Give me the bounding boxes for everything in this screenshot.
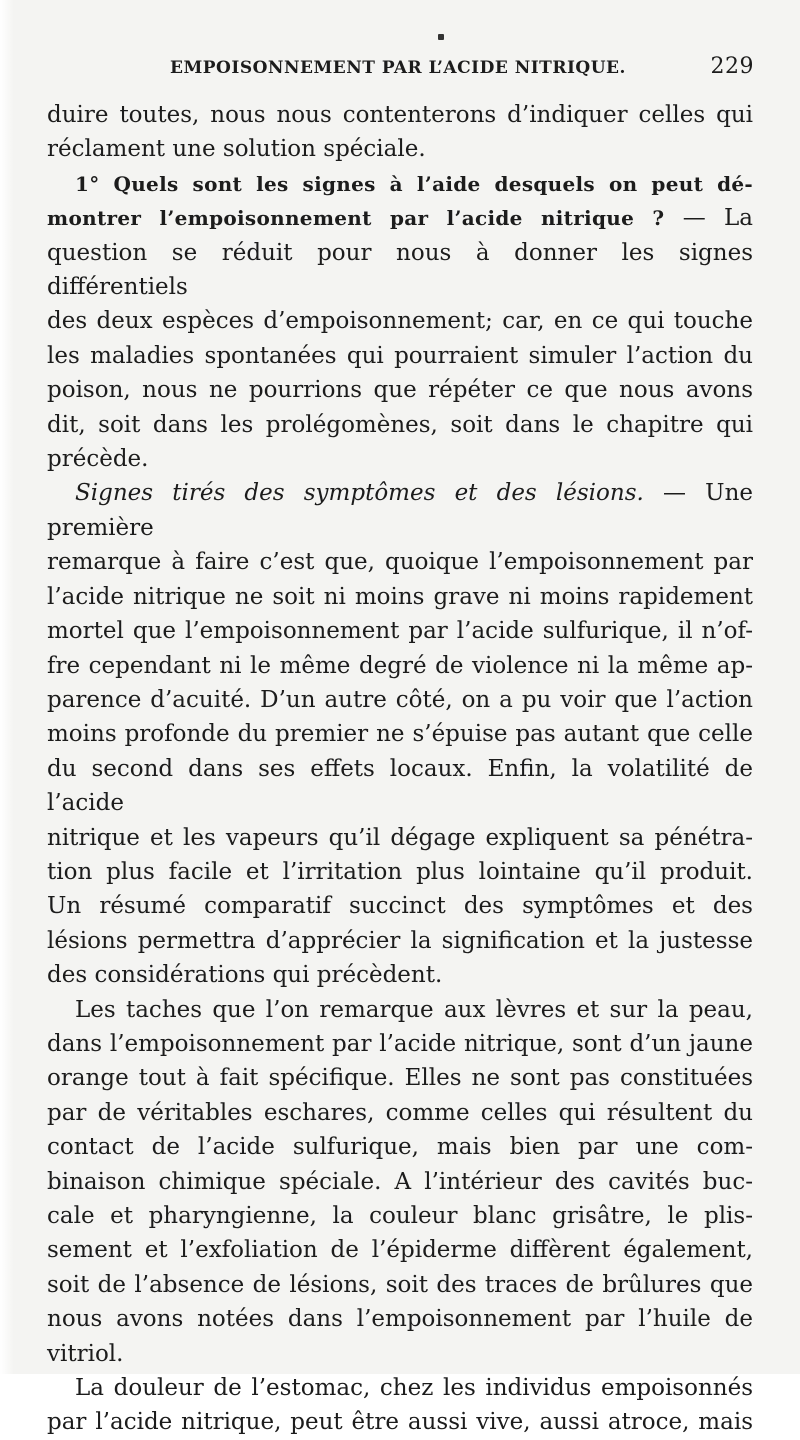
question-heading-line: [47, 167, 753, 201]
running-title: EMPOISONNEMENT PAR L’ACIDE NITRIQUE.: [170, 58, 626, 78]
printer-mark: [438, 34, 444, 40]
text-line: Les taches que l’on remarque aux lèvres et sur la peau,: [75, 996, 753, 1023]
text-line: La douleur de l’estomac, chez les individus empoisonnés: [75, 1375, 753, 1402]
text-line: parence d’acuité. D’un autre côté, on a pu voir que l’action: [47, 686, 753, 713]
text-line: poison, nous ne pourrions que répéter ce que nous avons: [47, 377, 753, 404]
text-line: précède.: [47, 446, 149, 473]
text-line: fre cependant ni le même degré de violence ni la même ap-: [47, 652, 753, 679]
text-line: mortel que l’empoisonnement par l’acide sulfurique, il n’of-: [47, 618, 753, 645]
text-line: orange tout à fait spécifique. Elles ne sont pas constituées: [47, 1065, 753, 1092]
question-heading-cont: montrer l’empoisonnement par l’acide nitrique ?: [47, 206, 665, 231]
running-header: [170, 54, 760, 88]
body-text: [47, 98, 753, 1440]
section-subheading: Signes tirés des symptômes et des lésions.: [75, 480, 644, 507]
text-line: nitrique et les vapeurs qu’il dégage expliquent sa pénétra-: [47, 824, 753, 851]
text-line: lésions permettra d’apprécier la signification et la justesse: [47, 927, 753, 954]
answer-lead: — La: [664, 205, 753, 232]
text-line: soit de l’absence de lésions, soit des traces de brûlures que: [47, 1271, 753, 1298]
text-line: l’acide nitrique ne soit ni moins grave ni moins rapidement: [47, 583, 753, 610]
text-line: par l’acide nitrique, peut être aussi vive, aussi atroce, mais: [47, 1409, 753, 1436]
text-line: les maladies spontanées qui pourraient simuler l’action du: [47, 342, 753, 369]
text-line: [47, 201, 753, 235]
question-heading: 1° Quels sont les signes à l’aide desquels on peut dé-: [75, 171, 753, 196]
text-line: réclament une solution spéciale.: [47, 136, 426, 163]
text-line: contact de l’acide sulfurique, mais bien par une com-: [47, 1134, 753, 1161]
text-line: des considérations qui précèdent.: [47, 962, 443, 989]
text-line: vitriol.: [47, 1340, 124, 1367]
text-line: des deux espèces d’empoisonnement; car, en ce qui touche: [47, 308, 753, 335]
text-line: sement et l’exfoliation de l’épiderme diffèrent également,: [47, 1237, 753, 1264]
text-line: dit, soit dans les prolégomènes, soit dans le chapitre qui: [47, 411, 753, 438]
text-line: dans l’empoisonnement par l’acide nitrique, sont d’un jaune: [47, 1030, 753, 1057]
text-line: question se réduit pour nous à donner les signes différentiels: [47, 239, 753, 301]
text-line: moins profonde du premier ne s’épuise pas autant que celle: [47, 721, 753, 748]
page-left-edge: [0, 0, 14, 1374]
text-line: cale et pharyngienne, la couleur blanc grisâtre, le plis-: [47, 1203, 753, 1229]
text-line: tion plus facile et l’irritation plus lointaine qu’il produit.: [47, 858, 753, 885]
text-line: duire toutes, nous nous contenterons d’indiquer celles qui: [47, 102, 753, 128]
text-line: Un résumé comparatif succinct des symptômes et des: [47, 893, 753, 920]
text-line: remarque à faire c’est que, quoique l’empoisonnement par: [47, 549, 753, 576]
text-line: par de véritables eschares, comme celles qui résultent du: [47, 1099, 753, 1126]
text-line: nous avons notées dans l’empoisonnement par l’huile de: [47, 1306, 753, 1333]
text-line: binaison chimique spéciale. A l’intérieur des cavités buc-: [47, 1168, 753, 1195]
page-number: 229: [710, 54, 754, 79]
text-line: du second dans ses effets locaux. Enfin, la volatilité de l’acide: [47, 755, 753, 817]
section-lead-rest: — Une première: [47, 480, 753, 541]
section-lead-line: [47, 476, 753, 545]
